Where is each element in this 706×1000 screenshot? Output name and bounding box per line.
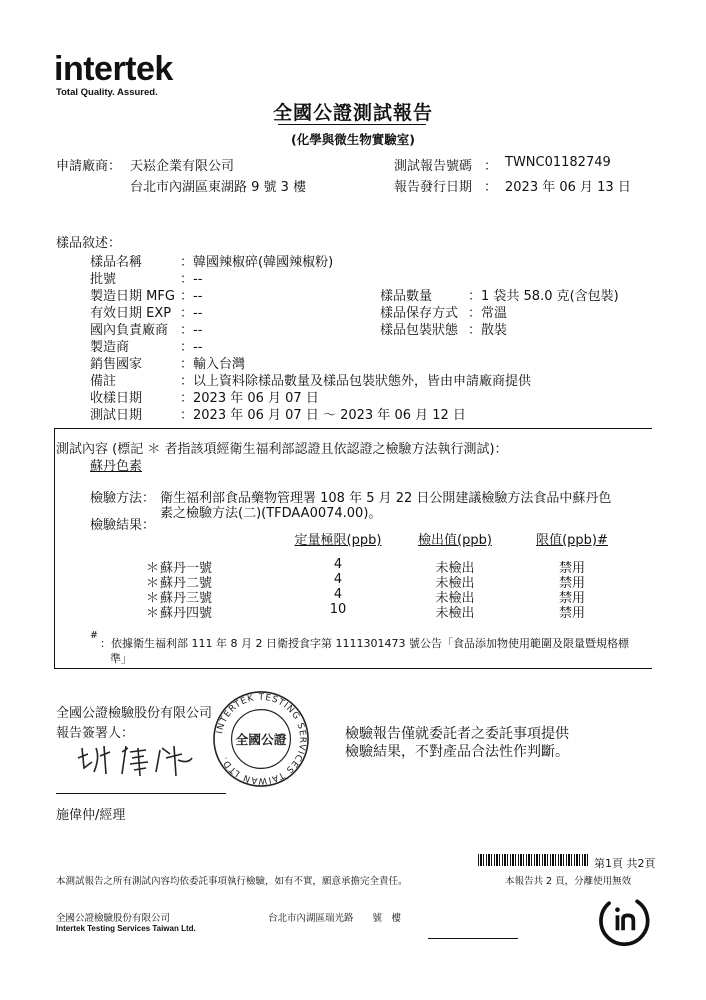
section-divider-top <box>54 428 652 429</box>
sample-label: 製造商 <box>90 340 130 355</box>
sample-storage-label: 樣品保存方式 <box>380 306 459 321</box>
table-row-loq: 10 <box>329 602 347 617</box>
footnote-line-1: ：依據衛生福利部 111 年 8 月 2 日衛授食字第 1111301473 號公告「食品添加物使用範圍及限量暨規格標 <box>100 637 629 650</box>
sample-value: ：-- <box>180 306 203 321</box>
table-row-detected: 未檢出 <box>435 591 475 606</box>
footnote-mark: # <box>90 630 98 641</box>
footer-notice: 本測試報告之所有測試內容均依委託事項執行檢驗，如有不實，願意承擔完全責任。 <box>56 876 408 887</box>
table-row-limit: 禁用 <box>558 576 585 591</box>
table-row-loq: 4 <box>333 557 343 572</box>
report-date-label: 報告發行日期 <box>394 180 473 195</box>
table-row-limit: 禁用 <box>558 561 585 576</box>
method-line-2: 素之檢驗方法(二)(TFDAA0074.00)。 <box>160 506 382 521</box>
svg-text:INTERTEK TESTING SERVICES TAIW: INTERTEK TESTING SERVICES TAIWAN LTD. <box>215 692 308 786</box>
page-indicator: 第1頁 共2頁 <box>594 857 656 870</box>
company-seal-stamp <box>212 690 310 788</box>
applicant-address: 台北市內湖區東湖路 9 號 3 樓 <box>130 180 307 195</box>
report-title: 全國公證測試報告 <box>272 102 433 124</box>
column-header-detected: 檢出值(ppb) <box>418 533 492 548</box>
column-header-limit: 限值(ppb)# <box>536 533 608 548</box>
sample-value: ：以上資料除樣品數量及樣品包裝狀態外，皆由申請廠商提供 <box>180 374 532 389</box>
report-subtitle: (化學與微生物實驗室) <box>291 132 415 147</box>
sample-value: ：-- <box>180 323 203 338</box>
signer-label: 報告簽署人： <box>56 726 135 741</box>
table-row-detected: 未檢出 <box>435 606 475 621</box>
disclaimer-line-1: 檢驗報告僅就委託者之委託事項提供 <box>345 726 569 742</box>
sample-quantity-label: 樣品數量 <box>380 289 433 304</box>
table-row-name: 蘇丹二號 <box>160 576 213 591</box>
table-row-loq: 4 <box>333 572 343 587</box>
sample-quantity-value: ：1 袋共 58.0 克(含包裝) <box>468 289 619 304</box>
table-row-limit: 禁用 <box>558 606 585 621</box>
footer-company-en: Intertek Testing Services Taiwan Ltd. <box>56 924 196 933</box>
result-label: 檢驗結果： <box>90 518 156 533</box>
footer-company-cn: 全國公證檢驗股份有限公司 <box>56 913 171 924</box>
sample-label: 測試日期 <box>90 408 143 423</box>
sample-label: 批號 <box>90 272 117 287</box>
sample-value: ：-- <box>180 272 203 287</box>
logo-tagline: Total Quality. Assured. <box>56 87 158 98</box>
sample-label: 製造日期 MFG <box>90 289 175 304</box>
report-date-value: 2023 年 06 月 13 日 <box>505 180 631 195</box>
table-row-limit: 禁用 <box>558 591 585 606</box>
table-row-loq: 4 <box>333 587 343 602</box>
section-divider-bottom <box>54 668 652 669</box>
column-header-loq: 定量極限(ppb) <box>294 533 382 548</box>
sample-packaging-label: 樣品包裝狀態 <box>380 323 459 338</box>
footer-blank-line <box>428 938 518 939</box>
report-number-value: TWNC01182749 <box>505 155 611 170</box>
sample-packaging-value: ：散裝 <box>468 323 508 338</box>
sample-value: ：韓國辣椒碎(韓國辣椒粉) <box>180 255 334 270</box>
table-row-detected: 未檢出 <box>435 561 475 576</box>
sample-label: 國內負責廠商 <box>90 323 169 338</box>
table-row-detected: 未檢出 <box>435 576 475 591</box>
table-row-name: 蘇丹一號 <box>160 561 213 576</box>
sample-storage-value: ：常溫 <box>468 306 508 321</box>
intertek-logo: intertek <box>54 50 173 88</box>
sample-value: ：-- <box>180 289 203 304</box>
applicant-label: 申請廠商： <box>56 159 122 174</box>
footnote-line-2: 準」 <box>110 652 132 665</box>
section-divider-left <box>54 428 55 668</box>
sample-section-label: 樣品敘述： <box>56 236 122 251</box>
table-row-name: 蘇丹四號 <box>160 606 213 621</box>
sample-label: 樣品名稱 <box>90 255 143 270</box>
disclaimer-line-2: 檢驗結果，不對產品合法性作判斷。 <box>345 744 569 760</box>
intertek-in-mark-logo <box>596 892 652 948</box>
sample-value: ：輸入台灣 <box>180 357 246 372</box>
sample-value: ：2023 年 06 月 07 日 ～ 2023 年 06 月 12 日 <box>180 408 466 423</box>
applicant-name: 天崧企業有限公司 <box>130 159 235 174</box>
report-date-colon: ： <box>484 180 498 195</box>
signing-company: 全國公證檢驗股份有限公司 <box>56 706 213 721</box>
sample-label: 銷售國家 <box>90 357 143 372</box>
method-label: 檢驗方法： <box>90 491 156 506</box>
table-row-mark: ＊ <box>146 561 160 576</box>
sample-label: 收樣日期 <box>90 391 143 406</box>
signer-name: 施偉仲/經理 <box>56 808 126 823</box>
sample-label: 有效日期 EXP <box>90 306 172 321</box>
table-row-mark: ＊ <box>146 576 160 591</box>
method-line-1: 衛生福利部食品藥物管理署 108 年 5 月 22 日公開建議檢驗方法食品中蘇丹色 <box>160 491 612 506</box>
table-row-mark: ＊ <box>146 606 160 621</box>
report-number-colon: ： <box>484 159 498 174</box>
test-content-label: 測試內容 (標記 ＊ 者指該項經衛生福利部認證且依認證之檢驗方法執行測試)： <box>56 442 508 457</box>
title-underline <box>278 124 426 125</box>
sample-value: ：2023 年 06 月 07 日 <box>180 391 319 406</box>
handwritten-signature-image <box>70 738 210 783</box>
sample-label: 備註 <box>90 374 117 389</box>
sample-value: ：-- <box>180 340 203 355</box>
svg-text:全國公證: 全國公證 <box>235 732 287 748</box>
signature-line <box>56 793 226 794</box>
report-number-label: 測試報告號碼 <box>394 159 473 174</box>
test-item: 蘇丹色素 <box>90 459 143 474</box>
table-row-name: 蘇丹三號 <box>160 591 213 606</box>
table-row-mark: ＊ <box>146 591 160 606</box>
footer-page-note: 本報告共 2 頁，分離使用無效 <box>505 876 632 887</box>
footer-address: 台北市內湖區瑞光路 號 樓 <box>268 913 402 924</box>
barcode <box>478 854 588 866</box>
